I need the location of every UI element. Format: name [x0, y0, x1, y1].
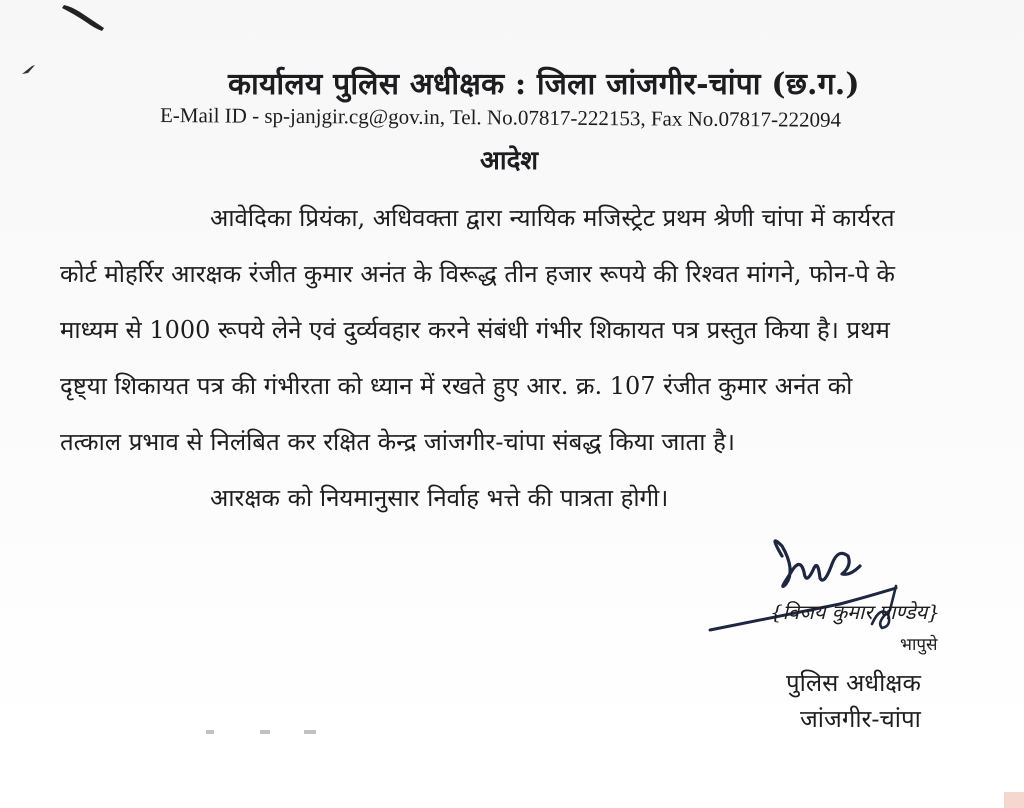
pen-tip-mark	[60, 4, 106, 34]
paragraph1-line-2: कोर्ट मोहर्रिर आरक्षक रंजीत कुमार अनंत के विरूद्ध तीन हजार रूपये की रिश्वत मांगने, फोन-पे के	[60, 260, 895, 288]
paragraph1-line-3: माध्यम से 1000 रूपये लेने एवं दुर्व्यवहार करने संबंधी गंभीर शिकायत पत्र प्रस्तुत किया है। प्रथम	[60, 316, 890, 344]
handwritten-signature	[700, 526, 1000, 656]
stray-ink-mark	[20, 62, 38, 76]
paragraph2: आरक्षक को नियमानुसार निर्वाह भत्ते की पात्रता होगी।	[210, 484, 669, 512]
signatory-place: जांजगीर-चांपा	[800, 705, 921, 733]
signatory-name: {विजय कुमार पाण्डेय}	[770, 600, 940, 624]
contact-line: E-Mail ID - sp-janjgir.cg@gov.in, Tel. No.07817-222153, Fax No.07817-222094	[159, 103, 842, 132]
bottom-margin	[0, 740, 1024, 808]
signatory-designation: पुलिस अधीक्षक	[786, 669, 921, 697]
paragraph1-line-5: तत्काल प्रभाव से निलंबित कर रक्षित केन्द्र जांजगीर-चांपा संबद्ध किया जाता है।	[60, 428, 735, 456]
paragraph1-line-4: दृष्ट्या शिकायत पत्र की गंभीरता को ध्यान में रखते हुए आर. क्र. 107 रंजीत कुमार अनंत को	[60, 372, 853, 400]
office-title: कार्यालय पुलिस अधीक्षक : जिला जांजगीर-चांपा (छ.ग.)	[228, 67, 860, 102]
signatory-service: भापुसे	[900, 635, 938, 655]
faint-scan-marks	[200, 728, 340, 736]
order-heading: आदेश	[480, 146, 539, 176]
corner-color-mark	[1004, 792, 1024, 808]
signature-block	[700, 526, 1000, 733]
paragraph1-line-1: आवेदिका प्रियंका, अधिवक्ता द्वारा न्यायिक मजिस्ट्रेट प्रथम श्रेणी चांपा में कार्यरत	[210, 204, 895, 232]
